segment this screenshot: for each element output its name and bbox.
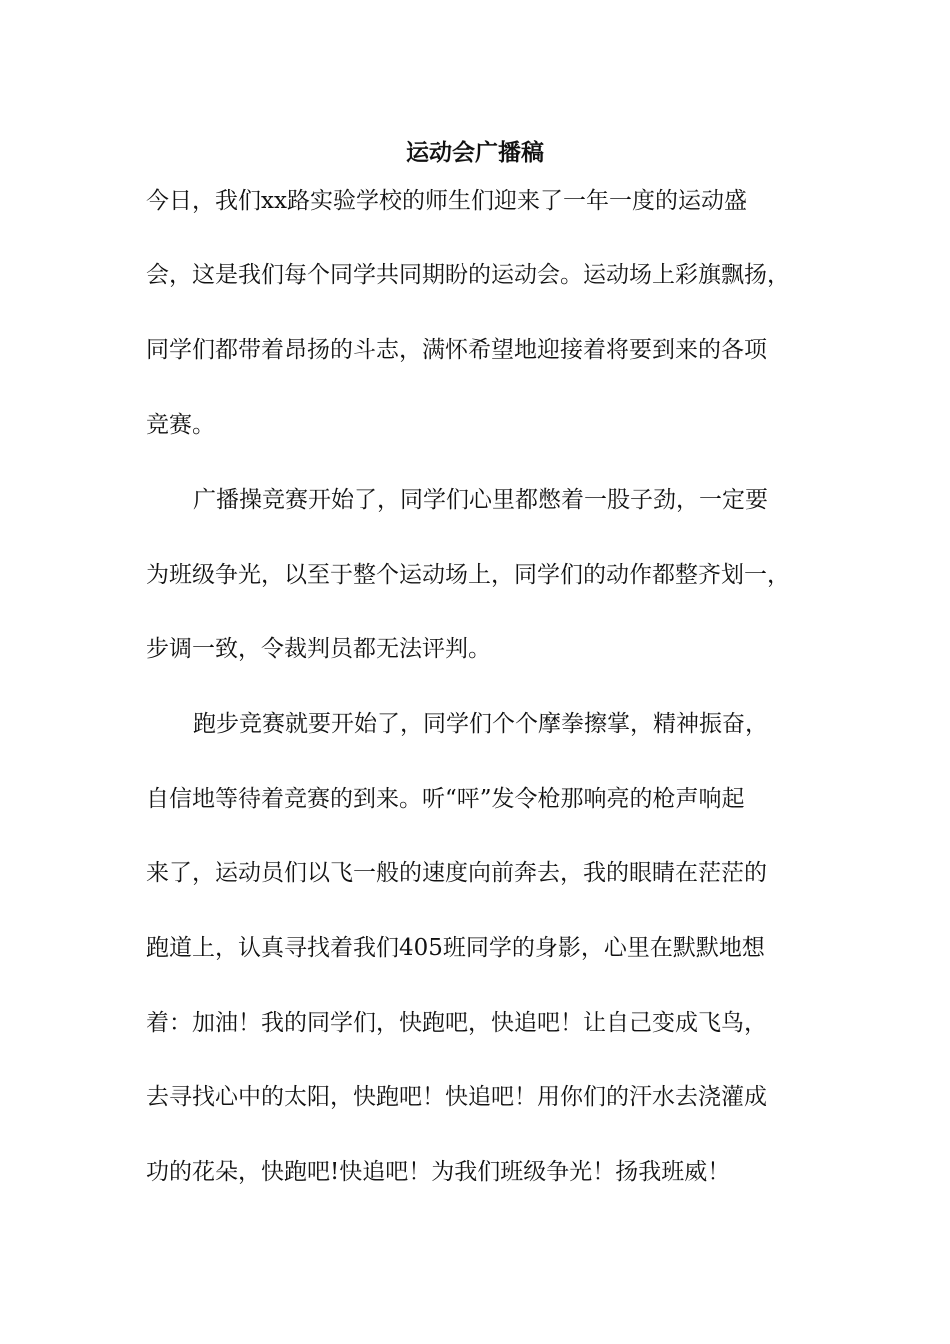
document-title: 运动会广播稿 <box>406 140 544 166</box>
paragraph-2-line-2: 为班级争光，以至于整个运动场上，同学们的动作都整齐划一， <box>146 562 790 588</box>
paragraph-1-line-1: 今日，我们xx路实验学校的师生们迎来了一年一度的运动盛 <box>146 188 747 214</box>
paragraph-1-line-4: 竞赛。 <box>146 412 215 438</box>
paragraph-3-line-5: 着：加油！我的同学们，快跑吧，快追吧！让自己变成飞鸟， <box>146 1010 767 1036</box>
paragraph-2-line-1: 广播操竞赛开始了，同学们心里都憋着一股子劲，一定要 <box>193 487 768 513</box>
paragraph-3-line-7: 功的花朵，快跑吧!快追吧！为我们班级争光！扬我班威！ <box>146 1159 731 1185</box>
paragraph-3-line-3: 来了，运动员们以飞一般的速度向前奔去，我的眼睛在茫茫的 <box>146 860 767 886</box>
paragraph-3-line-6: 去寻找心中的太阳，快跑吧！快追吧！用你们的汗水去浇灌成 <box>146 1084 767 1110</box>
paragraph-3-line-4: 跑道上，认真寻找着我们405班同学的身影，心里在默默地想 <box>146 935 765 961</box>
paragraph-1-line-3: 同学们都带着昂扬的斗志，满怀希望地迎接着将要到来的各项 <box>146 337 767 363</box>
paragraph-1-line-2: 会，这是我们每个同学共同期盼的运动会。运动场上彩旗飘扬， <box>146 262 790 288</box>
paragraph-3-line-1: 跑步竞赛就要开始了，同学们个个摩拳擦掌，精神振奋， <box>193 711 768 737</box>
paragraph-2-line-3: 步调一致，令裁判员都无法评判。 <box>146 636 491 662</box>
paragraph-3-line-2: 自信地等待着竞赛的到来。听“呯”发令枪那响亮的枪声响起 <box>146 786 745 812</box>
